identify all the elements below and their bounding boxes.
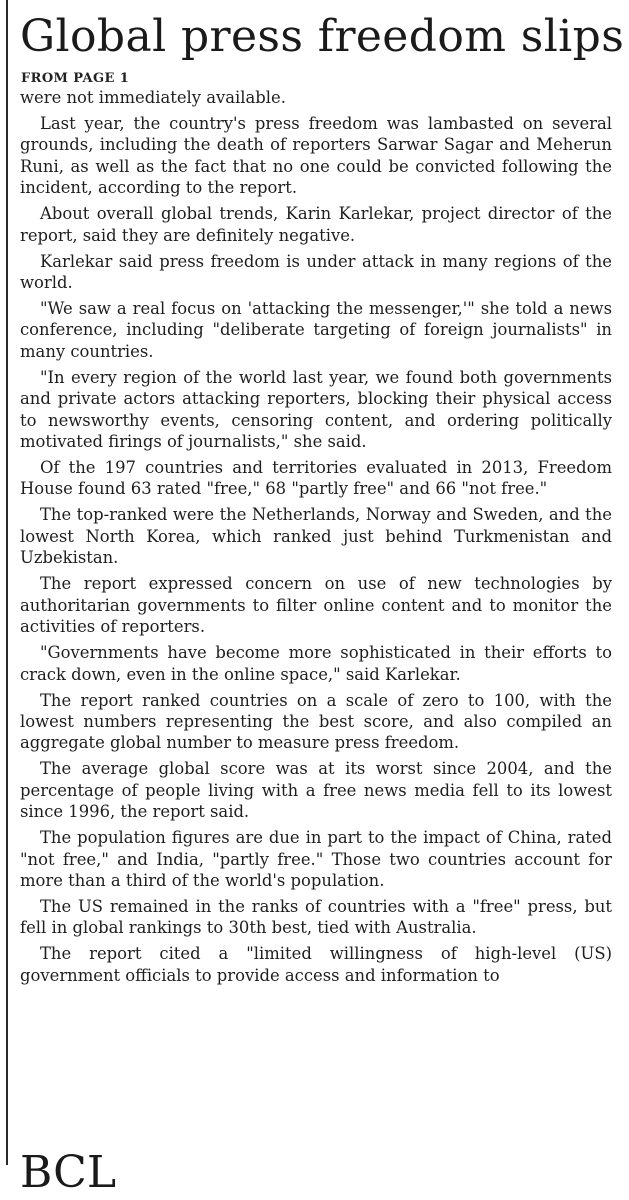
paragraph: The average global score was at its worst since 2004, and the percentage of people living with a free news media fell to its lowest since 1996, the report said.	[20, 759, 612, 822]
paragraph: The report expressed concern on use of new technologies by authoritarian governments to filter online content and to monitor the activities of reporters.	[20, 574, 612, 637]
paragraph: Last year, the country's press freedom was lambasted on several grounds, including the death of reporters Sarwar Sagar and Meherun Runi, as well as the fact that no one could be convicted following the incident, according to the report.	[20, 114, 612, 198]
paragraph: The population figures are due in part to the impact of China, rated "not free," and India, "partly free." Those two countries account for more than a third of the world's population.	[20, 828, 612, 890]
jump-line: FROM PAGE 1	[21, 71, 130, 86]
paragraph: The report ranked countries on a scale of zero to 100, with the lowest numbers representing the best score, and also compiled an aggregate global number to measure press freedom.	[20, 690, 612, 753]
paragraph: "We saw a real focus on 'attacking the messenger,'" she told a news conference, including "deliberate targeting of foreign journalists" in many countries.	[20, 299, 612, 361]
paragraph: were not immediately available.	[20, 88, 286, 107]
article	[20, 0, 625, 991]
paragraph: About overall global trends, Karin Karlekar, project director of the report, said they are definitely negative.	[20, 204, 612, 245]
paragraph: "In every region of the world last year, we found both governments and private actors attacking reporters, blocking their physical access to newsworthy events, censoring content, and ordering politically motivated firings of journalists," she said.	[20, 367, 612, 452]
next-headline-cut-off: BCL	[20, 1147, 117, 1198]
paragraph: "Governments have become more sophisticated in their efforts to crack down, even in the online space," said Karlekar.	[20, 643, 612, 684]
headline: Global press freedom slips	[20, 11, 625, 62]
paragraph: The top-ranked were the Netherlands, Norway and Sweden, and the lowest North Korea, which ranked just behind Turkmenistan and Uzbekistan.	[20, 505, 612, 568]
paragraph: Of the 197 countries and territories evaluated in 2013, Freedom House found 63 rated "free," 68 "partly free" and 66 "not free."	[20, 458, 612, 499]
paragraph: The report cited a "limited willingness of high-level (US) government officials to provide access and information to	[20, 944, 612, 985]
paragraph: Karlekar said press freedom is under attack in many regions of the world.	[20, 251, 612, 293]
column-divider-rule	[6, 0, 8, 1165]
paragraph: The US remained in the ranks of countries with a "free" press, but fell in global rankings to 30th best, tied with Australia.	[20, 896, 612, 938]
article-body	[20, 87, 612, 986]
